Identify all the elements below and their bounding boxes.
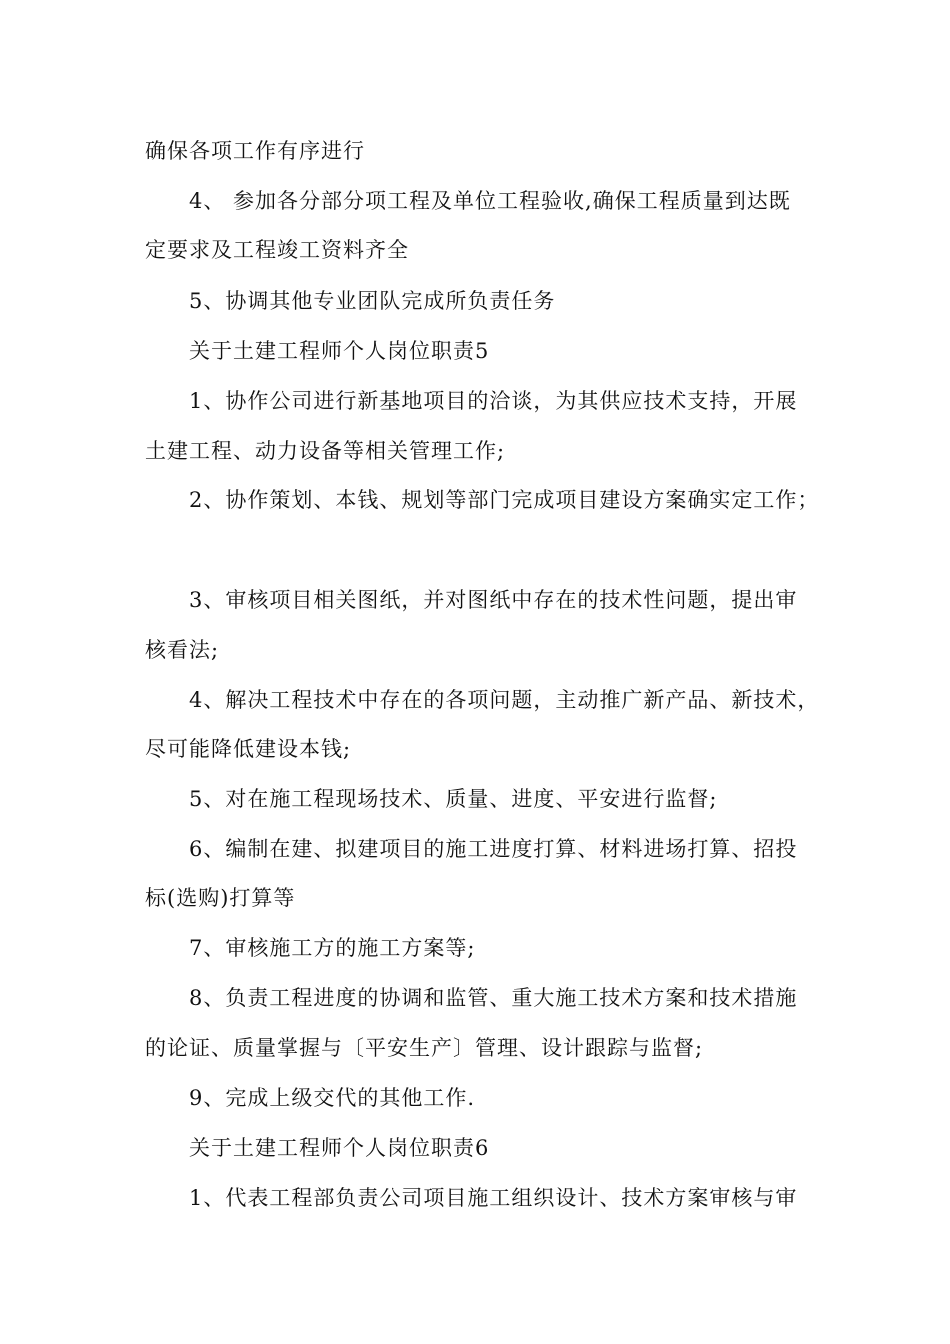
text-line: 1、协作公司进行新基地项目的洽谈，为其供应技术支持，开展: [189, 389, 798, 413]
text-line: 标(选购)打算等: [145, 886, 296, 910]
text-line: 2、协作策划、本钱、规划等部门完成项目建设方案确实定工作；: [189, 488, 820, 512]
text-line: 9、完成上级交代的其他工作.: [189, 1086, 476, 1110]
text-line: 确保各项工作有序进行: [145, 139, 365, 163]
text-line: 1、代表工程部负责公司项目施工组织设计、技术方案审核与审: [189, 1186, 798, 1210]
text-line: 定要求及工程竣工资料齐全: [145, 238, 409, 262]
text-line: 6、编制在建、拟建项目的施工进度打算、材料进场打算、招投: [189, 837, 798, 861]
text-line: 8、负责工程进度的协调和监管、重大施工技术方案和技术措施: [189, 986, 798, 1010]
text-line: 5、协调其他专业团队完成所负责任务: [189, 289, 556, 313]
section-heading: 关于土建工程师个人岗位职责6: [189, 1136, 490, 1160]
text-line: 7、审核施工方的施工方案等;: [189, 936, 476, 960]
text-line: 核看法;: [145, 638, 220, 662]
text-line: 3、审核项目相关图纸，并对图纸中存在的技术性问题，提出审: [189, 588, 798, 612]
text-line: 土建工程、动力设备等相关管理工作;: [145, 439, 506, 463]
text-line: 尽可能降低建设本钱;: [145, 737, 352, 761]
text-line: 5、对在施工程现场技术、质量、进度、平安进行监督;: [189, 787, 718, 811]
text-line: 4、解决工程技术中存在的各项问题，主动推广新产品、新技术，: [189, 688, 820, 712]
section-heading: 关于土建工程师个人岗位职责5: [189, 339, 490, 363]
text-line: 4、 参加各分部分项工程及单位工程验收,确保工程质量到达既: [189, 189, 791, 213]
text-line: 的论证、质量掌握与〔平安生产〕管理、设计跟踪与监督;: [145, 1036, 704, 1060]
